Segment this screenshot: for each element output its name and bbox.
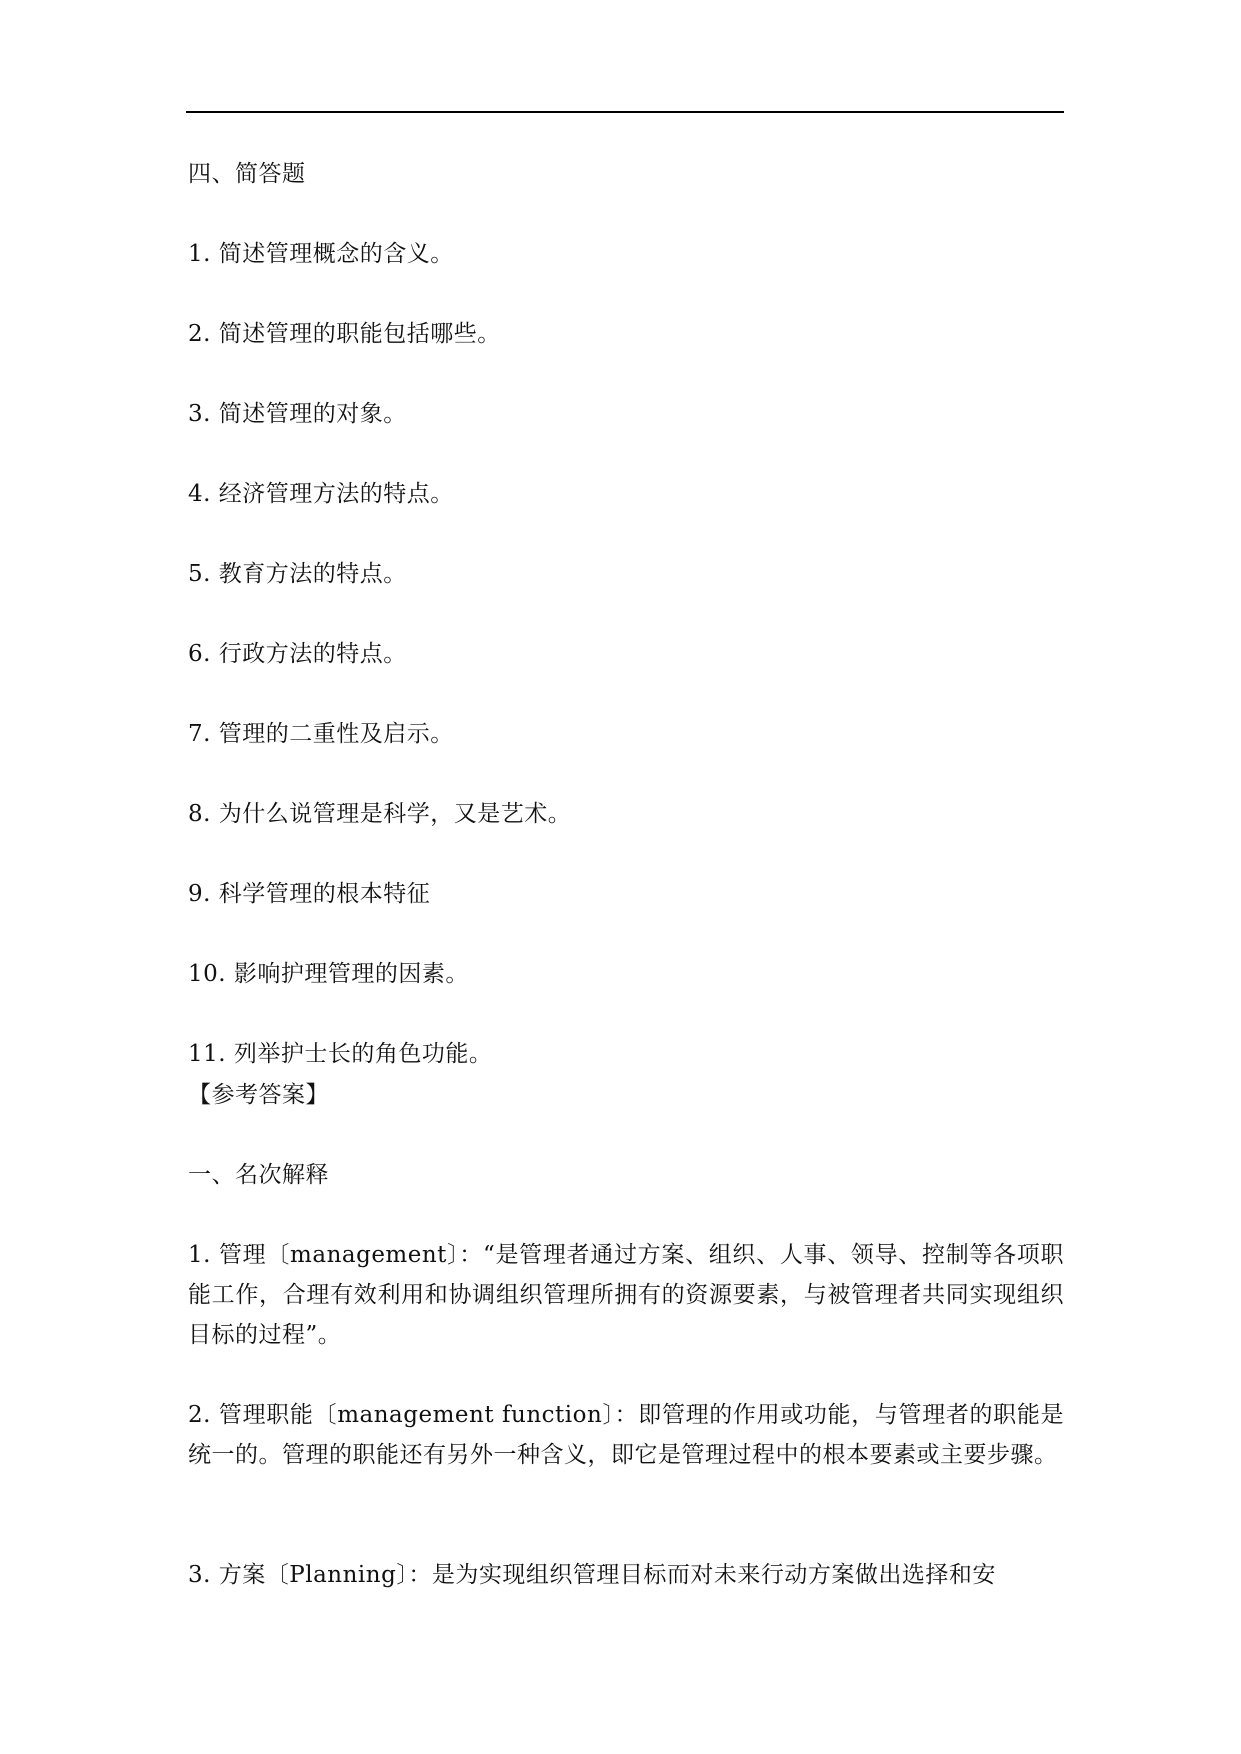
answer-item: 1. 管理〔management〕：“是管理者通过方案、组织、人事、领导、控制等各项职能工作，合理有效利用和协调组织管理所拥有的资源要素，与被管理者共同实现组织目标的过程”。 — [188, 1242, 1064, 1348]
question-item: 3. 简述管理的对象。 — [188, 401, 407, 427]
question-item: 1. 简述管理概念的含义。 — [188, 241, 454, 267]
answers-section-heading: 一、名次解释 — [188, 1162, 329, 1188]
answer-item: 2. 管理职能〔management function〕：即管理的作用或功能，与管理者的职能是统一的。管理的职能还有另外一种含义，即它是管理过程中的根本要素或主要步骤。 — [188, 1402, 1064, 1468]
question-item: 8. 为什么说管理是科学，又是艺术。 — [188, 801, 572, 827]
question-item: 7. 管理的二重性及启示。 — [188, 721, 454, 747]
question-item: 9. 科学管理的根本特征 — [188, 881, 431, 907]
question-item: 11. 列举护士长的角色功能。 — [188, 1041, 493, 1067]
question-item: 2. 简述管理的职能包括哪些。 — [188, 321, 501, 347]
question-item: 6. 行政方法的特点。 — [188, 641, 407, 667]
header-rule — [186, 111, 1064, 113]
question-item: 4. 经济管理方法的特点。 — [188, 481, 454, 507]
section-heading: 四、简答题 — [188, 161, 306, 187]
answer-item: 3. 方案〔Planning〕：是为实现组织管理目标而对未来行动方案做出选择和安 — [188, 1562, 996, 1588]
question-item: 10. 影响护理管理的因素。 — [188, 961, 469, 987]
answers-title: 【参考答案】 — [188, 1082, 329, 1108]
question-item: 5. 教育方法的特点。 — [188, 561, 407, 587]
